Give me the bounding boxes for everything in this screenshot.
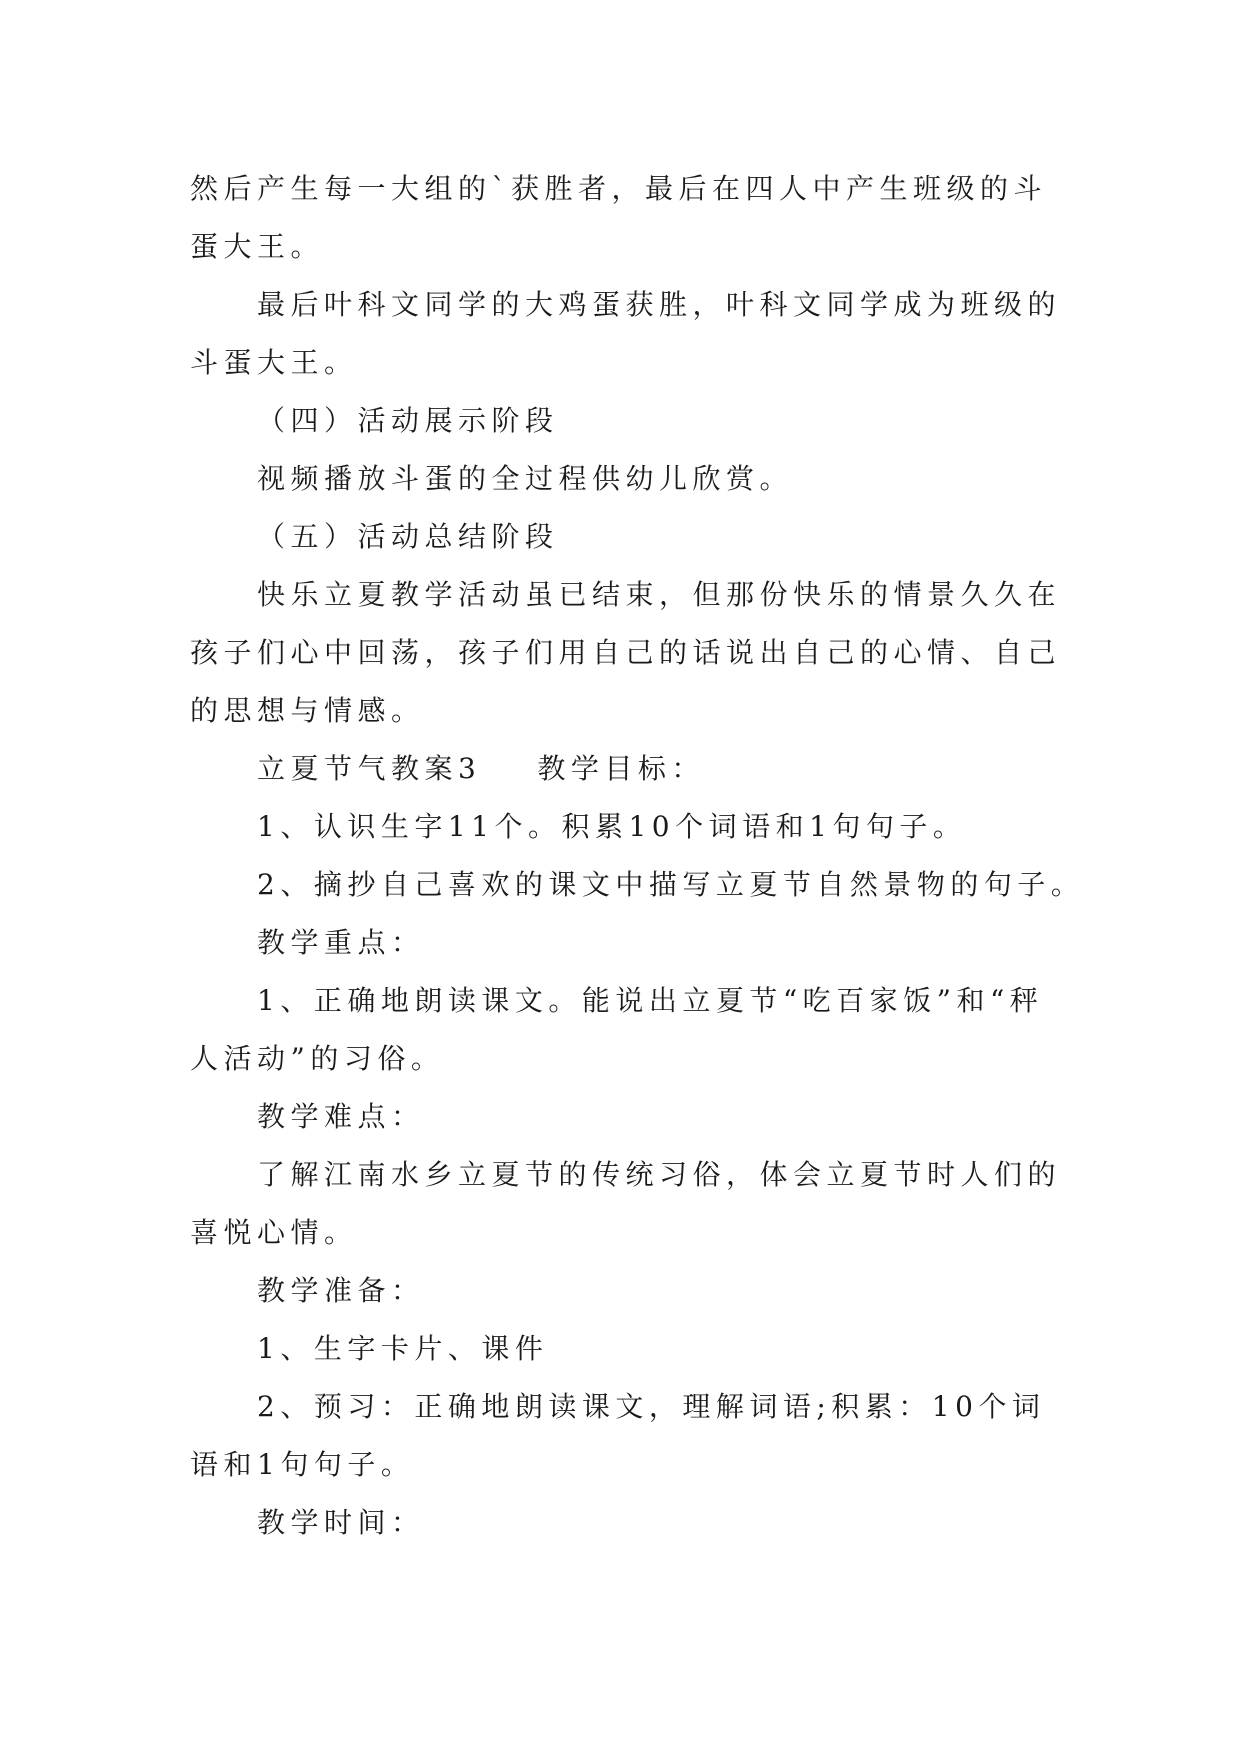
section-heading: 教学时间： — [257, 1506, 425, 1539]
paragraph: 最后叶科文同学的大鸡蛋获胜，叶科文同学成为班级的斗蛋大王。 — [190, 288, 1062, 379]
lesson-goals-heading: 教学目标： — [537, 752, 705, 785]
section-heading: 教学准备： — [257, 1274, 425, 1307]
section-heading: 教学重点： — [257, 926, 425, 959]
list-item: 1、正确地朗读课文。能说出立夏节“吃百家饭”和“秤人活动”的习俗。 — [190, 984, 1044, 1075]
section-heading: （四）活动展示阶段 — [257, 404, 559, 437]
list-item: 1、生字卡片、课件 — [257, 1332, 549, 1365]
list-item: 2、摘抄自己喜欢的课文中描写立夏节自然景物的句子。 — [257, 868, 1085, 901]
paragraph: 快乐立夏教学活动虽已结束，但那份快乐的情景久久在孩子们心中回荡，孩子们用自己的话说出自己的心情、自己的思想与情感。 — [190, 578, 1062, 727]
lesson-title: 立夏节气教案3 — [257, 752, 482, 785]
document-body — [190, 160, 1085, 1552]
section-heading: （五）活动总结阶段 — [257, 520, 559, 553]
paragraph: 了解江南水乡立夏节的传统习俗，体会立夏节时人们的喜悦心情。 — [190, 1158, 1062, 1249]
lesson-title-line — [190, 740, 1070, 798]
list-item: 1、认识生字11个。积累10个词语和1句句子。 — [257, 810, 967, 843]
list-item: 2、预习：正确地朗读课文，理解词语;积累：10个词语和1句句子。 — [190, 1390, 1046, 1481]
section-heading: 教学难点： — [257, 1100, 425, 1133]
paragraph: 然后产生每一大组的`获胜者，最后在四人中产生班级的斗蛋大王。 — [190, 172, 1048, 263]
paragraph: 视频播放斗蛋的全过程供幼儿欣赏。 — [257, 462, 794, 495]
